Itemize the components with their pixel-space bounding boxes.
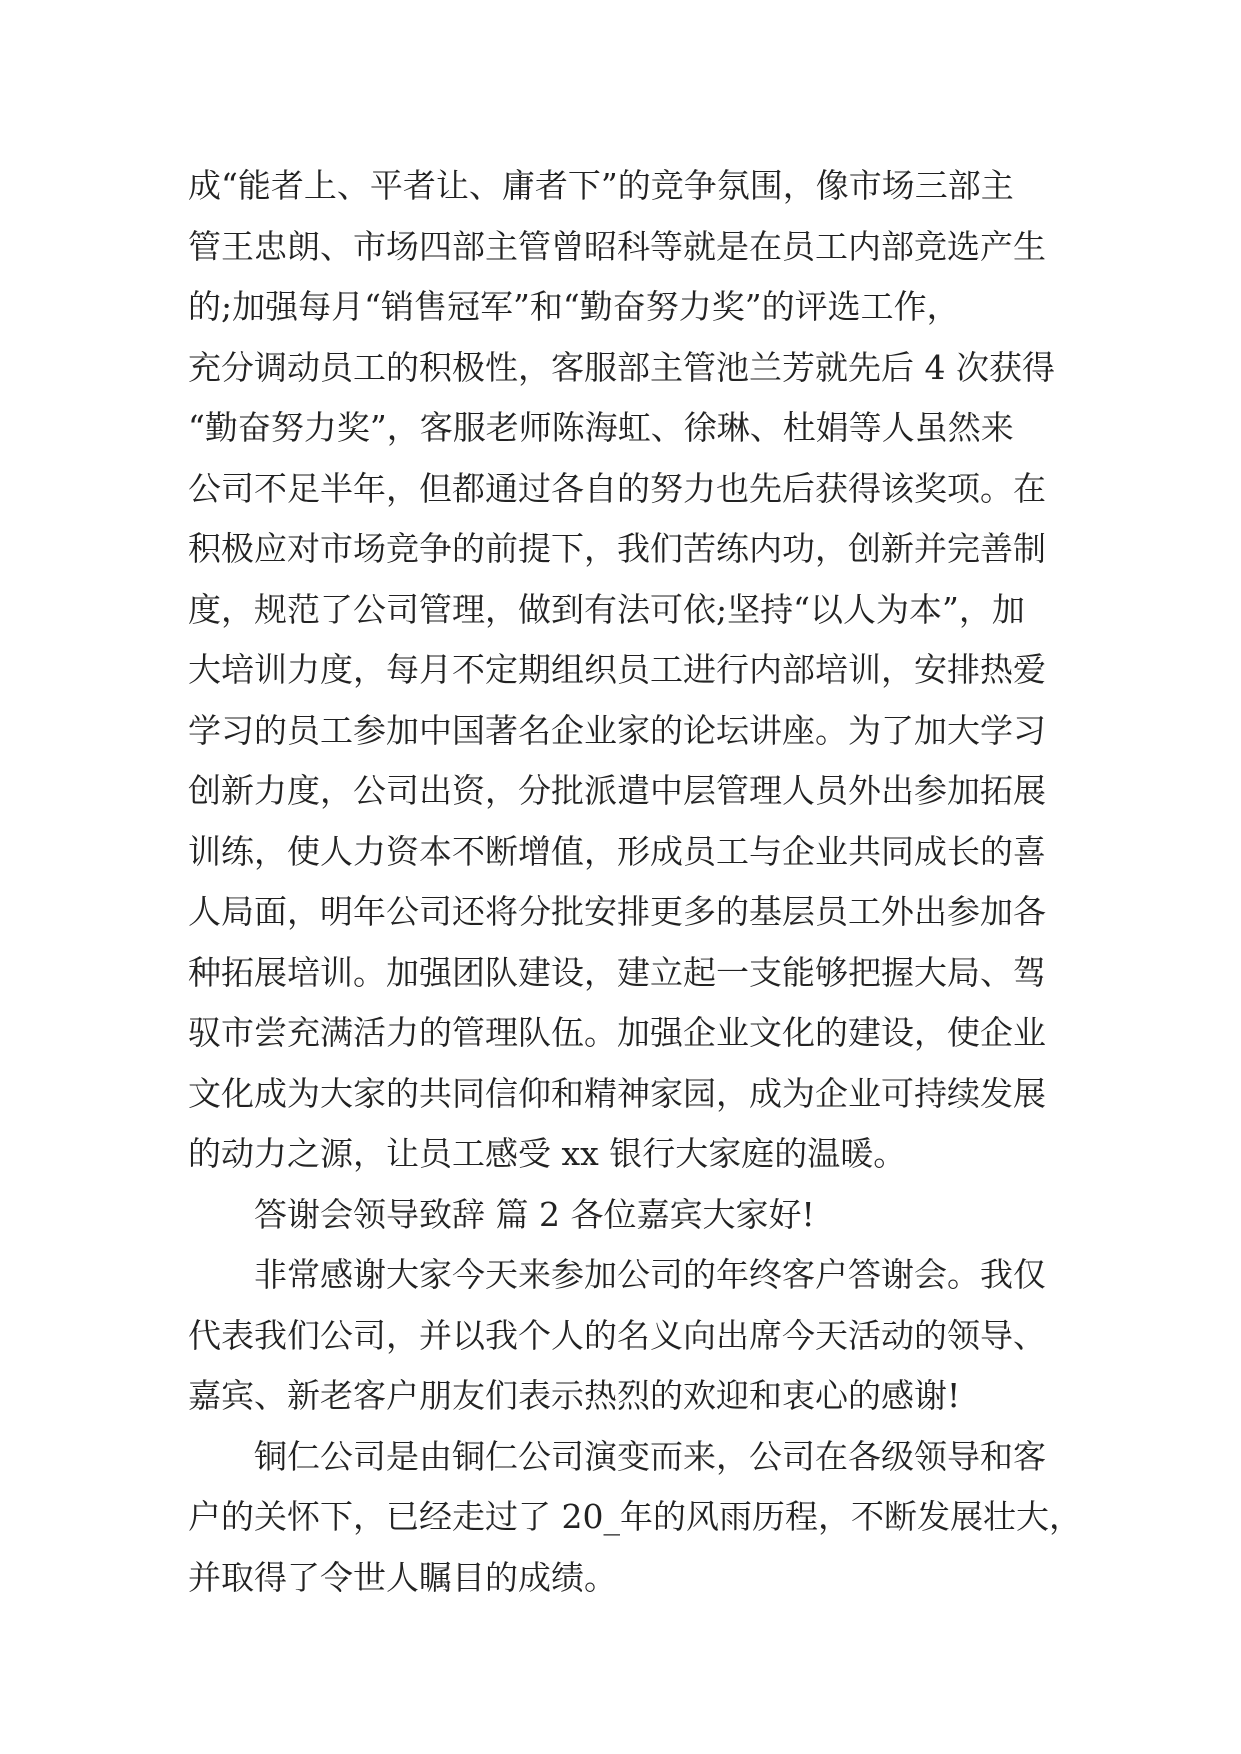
text-line: 铜仁公司是由铜仁公司演变而来，公司在各级领导和客: [254, 1436, 1046, 1476]
document-body: [188, 156, 1082, 1608]
text-line: 管王忠朗、市场四部主管曾昭科等就是在员工内部竞选产生: [188, 226, 1046, 266]
text-line: 嘉宾、新老客户朋友们表示热烈的欢迎和衷心的感谢!: [188, 1376, 961, 1415]
text-line: 户的关怀下，已经走过了 20_年的风雨历程，不断发展壮大，: [188, 1497, 1082, 1536]
text-line: 公司不足半年，但都通过各自的努力也先后获得该奖项。在: [188, 468, 1046, 508]
text-line: 非常感谢大家今天来参加公司的年终客户答谢会。我仅: [254, 1255, 1046, 1294]
text-line: 度，规范了公司管理，做到有法可依;坚持“以人为本”，加: [188, 589, 1025, 629]
text-line: 大培训力度，每月不定期组织员工进行内部培训，安排热爱: [188, 650, 1046, 689]
section-heading: 答谢会领导致辞 篇 2 各位嘉宾大家好!: [254, 1194, 815, 1234]
text-line: 人局面，明年公司还将分批安排更多的基层员工外出参加各: [188, 892, 1046, 931]
text-line: 的;加强每月“销售冠军”和“勤奋努力奖”的评选工作，: [188, 287, 960, 326]
text-line: “勤奋努力奖”，客服老师陈海虹、徐琳、杜娟等人虽然来: [188, 408, 1014, 447]
text-line: 代表我们公司，并以我个人的名义向出席今天活动的领导、: [188, 1315, 1046, 1355]
text-line: 积极应对市场竞争的前提下，我们苦练内功，创新并完善制: [188, 529, 1046, 568]
text-line: 的动力之源，让员工感受 xx 银行大家庭的温暖。: [188, 1134, 907, 1173]
text-line: 驭市尝充满活力的管理队伍。加强企业文化的建设，使企业: [188, 1013, 1046, 1052]
text-line: 种拓展培训。加强团队建设，建立起一支能够把握大局、驾: [188, 952, 1046, 992]
text-line: 文化成为大家的共同信仰和精神家园，成为企业可持续发展: [188, 1073, 1046, 1113]
text-line: 并取得了令世人瞩目的成绩。: [188, 1557, 617, 1597]
text-line: 成“能者上、平者让、庸者下”的竞争氛围，像市场三部主: [188, 166, 1014, 205]
text-line: 训练，使人力资本不断增值，形成员工与企业共同成长的喜: [188, 831, 1046, 871]
text-line: 学习的员工参加中国著名企业家的论坛讲座。为了加大学习: [188, 710, 1046, 750]
text-line: 创新力度，公司出资，分批派遣中层管理人员外出参加拓展: [188, 771, 1046, 810]
text-line: 充分调动员工的积极性，客服部主管池兰芳就先后 4 次获得: [188, 347, 1055, 387]
